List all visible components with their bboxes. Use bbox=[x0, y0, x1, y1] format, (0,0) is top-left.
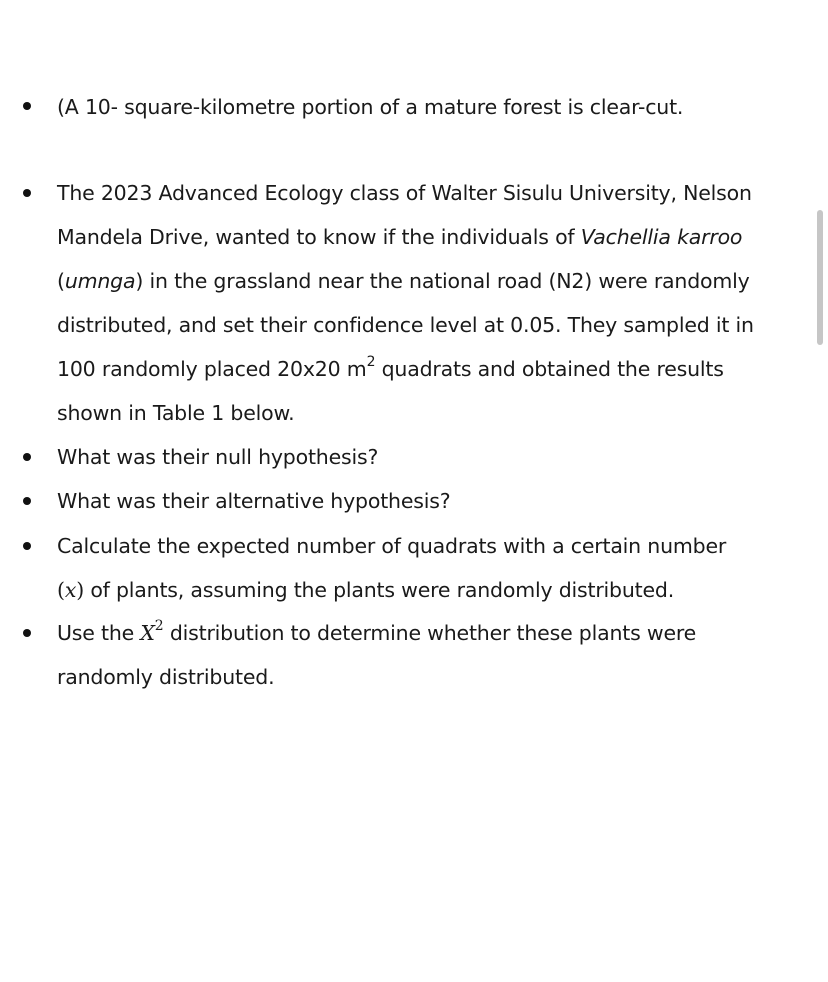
chi-square-line-1: Use the $X^2$ distribution to determine whether these plants were bbox=[57, 618, 697, 645]
bullet-dot bbox=[23, 497, 31, 505]
study-line-1: The 2023 Advanced Ecology class of Walter Sisulu University, Nelson bbox=[57, 181, 752, 205]
study-line-4: distributed, and set their confidence level at 0.05. They sampled it in bbox=[57, 313, 754, 337]
study-line-3: (umnga) in the grassland near the national road (N2) were randomly bbox=[57, 269, 750, 293]
list-item-text bbox=[57, 171, 802, 435]
list-item-text bbox=[57, 479, 802, 523]
bullet-dot bbox=[23, 629, 31, 637]
study-line-2: Mandela Drive, wanted to know if the individuals of Vachellia karroo bbox=[57, 225, 743, 249]
study-line-5: 100 randomly placed 20x20 $m^2$ quadrats and obtained the results bbox=[57, 354, 724, 381]
null-hypothesis-question: What was their null hypothesis? bbox=[57, 445, 379, 469]
list-item-text bbox=[57, 435, 802, 479]
clear-cut-text: (A 10- square-kilometre portion of a mature forest is clear-cut. bbox=[57, 95, 684, 119]
study-line-6: shown in Table 1 below. bbox=[57, 401, 295, 425]
alternative-hypothesis-question: What was their alternative hypothesis? bbox=[57, 489, 451, 513]
chi-square-line-2: randomly distributed. bbox=[57, 665, 275, 689]
variable-x: x bbox=[64, 578, 77, 602]
common-name: umnga bbox=[64, 269, 136, 293]
species-name: Vachellia karroo bbox=[580, 225, 743, 249]
expected-line-1: Calculate the expected number of quadrats with a certain number bbox=[57, 534, 727, 558]
superscript-two: 2 bbox=[366, 354, 376, 371]
bullet-dot bbox=[23, 102, 31, 110]
bullet-dot bbox=[23, 189, 31, 197]
list-item-text bbox=[57, 85, 802, 129]
bullet-dot bbox=[23, 542, 31, 550]
vertical-scrollbar[interactable] bbox=[817, 210, 823, 345]
list-item-text bbox=[57, 524, 802, 612]
expected-line-2: (x) of plants, assuming the plants were randomly distributed. bbox=[57, 578, 675, 602]
list-item-text bbox=[57, 611, 802, 699]
bullet-dot bbox=[23, 453, 31, 461]
superscript-two: 2 bbox=[154, 618, 164, 635]
chi-square-symbol: X bbox=[140, 621, 155, 645]
